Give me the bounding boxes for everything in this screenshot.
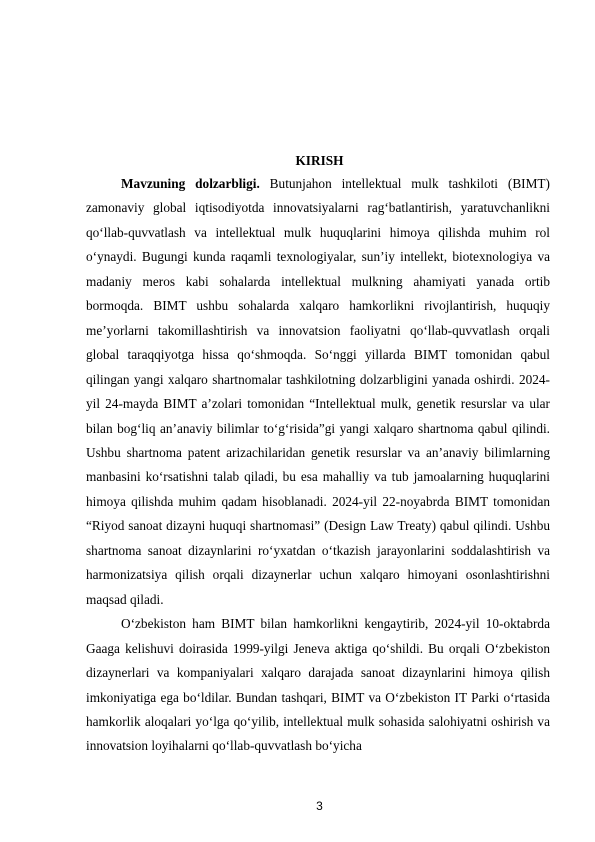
paragraph-text: O‘zbekiston ham BIMT bilan hamkorlikni kengaytirib, 2024-yil 10-oktabrda Gaaga kelishuvi doirasida 1999-yilgi Jeneva aktiga qo‘shildi. Bu orqali O‘zbekiston dizaynerlari va kompaniyalari xalqaro darajada sanoat dizaynlarini himoya qilish imkoniyatiga ega bo‘ldilar. Bundan tashqari, BIMT va O‘zbekiston IT Parki o‘rtasida hamkorlik aloqalari yo‘lga qo‘yilib, intellektual mulk sohasida salohiyatni oshirish va innovatsion loyihalarni qo‘llab-quvvatlash bo‘yicha xyxy=(86,616,550,754)
section-heading: KIRISH xyxy=(295,153,344,168)
page-number: 3 xyxy=(316,799,323,813)
paragraph-text: Butunjahon intellektual mulk tashkiloti (BIMT) zamonaviy global iqtisodiyotda innovatsiyalarni rag‘batlantirish, yaratuvchanlikni qo‘llab-quvvatlash va intellektual mulk huquqlarini himoya qilishda muhim rol o‘ynaydi. Bugungi kunda raqamli texnologiyalar, sun’iy intellekt, biotexnologiya va madaniy meros kabi sohalarda intellektual mulkning ahamiyati yanada ortib bormoqda. BIMT ushbu sohalarda xalqaro hamkorlikni rivojlantirish, huquqiy me’yorlarni takomillashtirish va innovatsion faoliyatni qo‘llab-quvvatlash orqali global taraqqiyotga hissa qo‘shmoqda. So‘nggi yillarda BIMT tomonidan qabul qilingan yangi xalqaro shartnomalar tashkilotning dolzarbligini yanada oshirdi. 2024-yil 24-mayda BIMT a’zolari tomonidan “Intellektual mulk, genetik resurslar va ular bilan bog‘liq an’anaviy bilimlar to‘g‘risida”gi yangi xalqaro shartnoma qabul qilindi. Ushbu shartnoma patent arizachilaridan genetik resurslar va an’anaviy bilimlarning manbasini ko‘rsatishni talab qiladi, bu esa mahalliy va tub jamoalarning huquqlarini himoya qilishda muhim qadam hisoblanadi. 2024-yil 22-noyabrda BIMT tomonidan “Riyod sanoat dizayni huquqi shartnomasi” (Design Law Treaty) qabul qilindi. Ushbu shartnoma sanoat dizaynlarini ro‘yxatdan o‘tkazish jarayonlarini soddalashtirish va harmonizatsiya qilish orqali dizaynerlar uchun xalqaro himoyani osonlashtirishni maqsad qiladi. xyxy=(86,176,550,607)
paragraph-lead-in: Mavzuning dolzarbligi. xyxy=(121,176,260,191)
paragraph-relevance xyxy=(86,172,550,612)
body-text xyxy=(86,172,550,759)
paragraph-uzbekistan-cooperation xyxy=(86,612,550,759)
